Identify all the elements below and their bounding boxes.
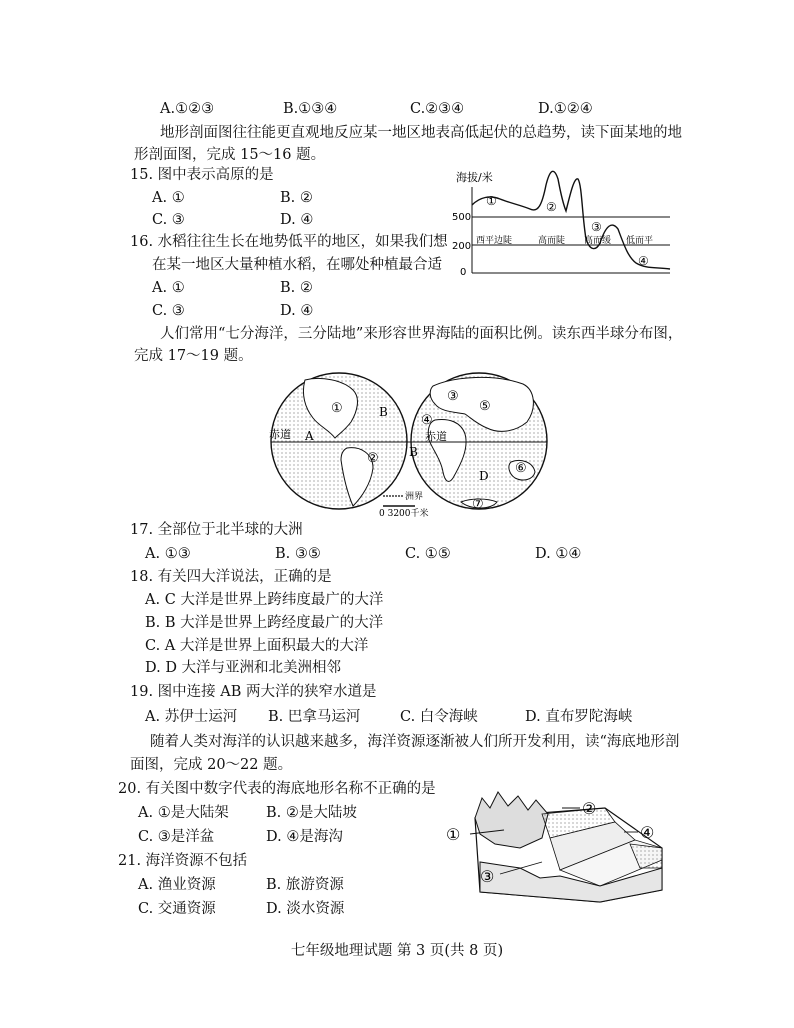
page-footer: 七年级地理试题 第 3 页(共 8 页) <box>290 943 504 959</box>
map-label-2: ② <box>367 451 379 466</box>
map-label-4: ④ <box>421 413 433 428</box>
q17-option-a: A. ①③ <box>145 546 191 562</box>
map-label-7: ⑦ <box>472 497 484 512</box>
q16-stem-line2: 在某一地区大量种植水稻，在哪处种植最合适 <box>152 257 442 273</box>
q17-stem: 17. 全部位于北半球的大洲 <box>130 522 303 538</box>
map-label-6: ⑥ <box>515 461 527 476</box>
q19-option-b: B. 巴拿马运河 <box>268 709 361 725</box>
profile-ylabel: 海拔/米 <box>456 171 493 184</box>
seabed-profile-figure <box>440 778 670 918</box>
boundary-legend-label: 洲界 <box>405 492 424 502</box>
seabed-marker-3: ③ <box>480 867 495 886</box>
intro-map-line1: 人们常用“七分海洋，三分陆地”来形容世界海陆的面积比例。读东西半球分布图， <box>160 326 683 342</box>
map-label-3: ③ <box>447 389 459 404</box>
intro-seabed-line2: 面图，完成 20～22 题。 <box>130 757 293 773</box>
q18-option-c: C. A 大洋是世界上面积最大的大洋 <box>145 638 369 654</box>
map-label-b-east: B <box>409 445 418 459</box>
q16-option-b: B. ② <box>280 280 313 296</box>
region-label-2: 高而陡 <box>538 236 566 246</box>
q19-option-c: C. 白令海峡 <box>400 709 478 725</box>
map-label-b-west: B <box>379 405 388 419</box>
q17-option-d: D. ①④ <box>535 546 582 562</box>
q20-option-b: B. ②是大陆坡 <box>266 805 357 821</box>
seabed-marker-4: ④ <box>640 823 655 842</box>
q18-option-b: B. B 大洋是世界上跨经度最广的大洋 <box>145 615 384 631</box>
q15-option-b: B. ② <box>280 190 313 206</box>
hemisphere-map-figure <box>265 368 555 518</box>
q18-option-a: A. C 大洋是世界上跨纬度最广的大洋 <box>145 592 384 608</box>
profile-marker-3: ③ <box>591 220 602 234</box>
q21-option-c: C. 交通资源 <box>138 901 216 917</box>
seabed-marker-1: ① <box>446 825 461 844</box>
terrain-profile-figure <box>450 165 675 280</box>
q14-option-d: D.①②④ <box>538 101 593 117</box>
map-label-1: ① <box>331 401 343 416</box>
q17-option-c: C. ①⑤ <box>405 546 451 562</box>
q19-stem: 19. 图中连接 AB 两大洋的狭窄水道是 <box>130 684 377 700</box>
ytick-0: 0 <box>460 267 467 278</box>
q14-option-a: A.①②③ <box>160 101 215 117</box>
region-label-1: 西平边陡 <box>476 236 513 246</box>
q19-option-a: A. 苏伊士运河 <box>145 709 238 725</box>
profile-marker-1: ① <box>486 194 497 208</box>
intro-seabed-line1: 随着人类对海洋的认识越来越多，海洋资源逐渐被人们所开发利用，读“海底地形剖 <box>150 734 680 750</box>
q21-stem: 21. 海洋资源不包括 <box>118 853 248 869</box>
equator-label-east: 赤道 <box>425 430 447 443</box>
profile-marker-4: ④ <box>638 254 649 268</box>
equator-label-west: 赤道 <box>269 428 291 441</box>
scale-label: 0 3200千米 <box>379 509 429 518</box>
q20-stem: 20. 有关图中数字代表的海底地形名称不正确的是 <box>118 781 436 797</box>
q20-option-a: A. ①是大陆架 <box>138 805 229 821</box>
q21-option-d: D. 淡水资源 <box>266 901 345 917</box>
ytick-200: 200 <box>452 241 472 252</box>
q15-option-a: A. ① <box>152 190 185 206</box>
intro-profile-line2: 形剖面图，完成 15～16 题。 <box>134 147 326 163</box>
q16-stem-line1: 16. 水稻往往生长在地势低平的地区，如果我们想 <box>130 234 448 250</box>
q16-option-a: A. ① <box>152 280 185 296</box>
q21-option-b: B. 旅游资源 <box>266 877 344 893</box>
seabed-marker-2: ② <box>582 799 597 818</box>
q20-option-c: C. ③是洋盆 <box>138 829 215 845</box>
q14-option-b: B.①③④ <box>283 101 338 117</box>
intro-profile-line1: 地形剖面图往往能更直观地反应某一地区地表高低起伏的总趋势，读下面某地的地 <box>160 125 682 141</box>
map-label-a: A <box>305 429 314 443</box>
q15-option-d: D. ④ <box>280 212 314 228</box>
q14-option-c: C.②③④ <box>410 101 465 117</box>
q19-option-d: D. 直布罗陀海峡 <box>525 709 633 725</box>
q15-stem: 15. 图中表示高原的是 <box>130 167 274 183</box>
q18-option-d: D. D 大洋与亚洲和北美洲相邻 <box>145 660 342 676</box>
intro-map-line2: 完成 17～19 题。 <box>134 348 253 364</box>
q18-stem: 18. 有关四大洋说法，正确的是 <box>130 569 332 585</box>
q16-option-c: C. ③ <box>152 303 185 319</box>
ytick-500: 500 <box>452 212 472 223</box>
profile-marker-2: ② <box>546 200 557 214</box>
q17-option-b: B. ③⑤ <box>275 546 321 562</box>
q21-option-a: A. 渔业资源 <box>138 877 216 893</box>
map-label-5: ⑤ <box>479 399 491 414</box>
map-label-d: D <box>479 469 489 483</box>
q16-option-d: D. ④ <box>280 303 314 319</box>
q20-option-d: D. ④是海沟 <box>266 829 343 845</box>
q15-option-c: C. ③ <box>152 212 185 228</box>
region-label-3: 高而缓 <box>584 236 612 246</box>
region-label-4: 低而平 <box>626 236 654 246</box>
